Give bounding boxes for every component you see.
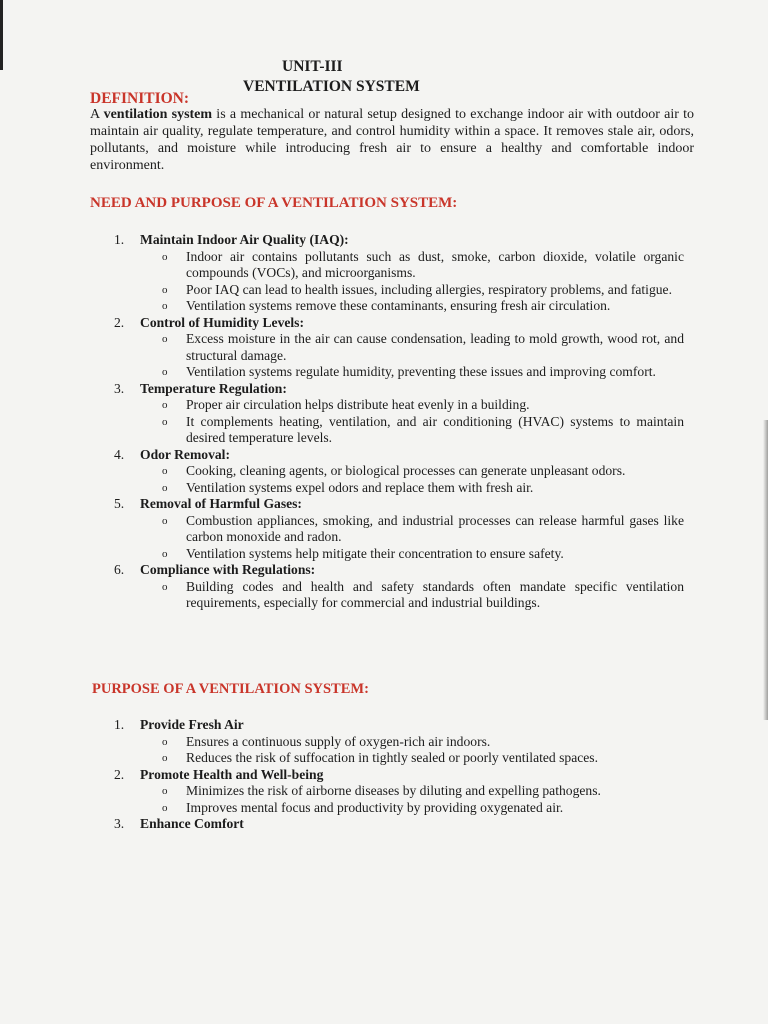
list-item-number: 5. [114, 496, 125, 511]
definition-paragraph [90, 106, 694, 174]
list-item [114, 816, 684, 833]
bullet-text: Ensures a continuous supply of oxygen-rich air indoors. [186, 733, 491, 749]
list-item-title-text: Odor Removal: [140, 446, 230, 462]
list-item-number: 2. [114, 314, 125, 330]
hollow-bullet-icon: o [162, 415, 168, 428]
bullet-text: Proper air circulation helps distribute heat evenly in a building. [186, 397, 530, 412]
list-item-title [114, 496, 684, 513]
scan-edge-left [0, 0, 3, 70]
bullet-point [114, 298, 684, 315]
list-item [114, 381, 684, 447]
list-item-title-text: Promote Health and Well-being [140, 766, 324, 782]
bullet-text: Ventilation systems expel odors and replace them with fresh air. [186, 479, 534, 495]
hollow-bullet-icon: o [162, 752, 168, 764]
hollow-bullet-icon: o [162, 250, 168, 263]
list-item-number: 2. [114, 766, 125, 782]
list-item-number: 1. [114, 717, 125, 732]
bullet-text: It complements heating, ventilation, and air conditioning (HVAC) systems to maintain desired temperature levels. [186, 413, 684, 445]
bullet-point [114, 364, 684, 381]
bullet-point [114, 750, 684, 767]
page-title: VENTILATION SYSTEM [243, 78, 420, 95]
list-item-title-text: Control of Humidity Levels: [140, 314, 305, 330]
hollow-bullet-icon: o [162, 465, 168, 477]
bullet-text: Reduces the risk of suffocation in tightly sealed or poorly ventilated spaces. [186, 750, 598, 765]
list-item-number: 4. [114, 446, 125, 462]
bullet-point [114, 546, 684, 563]
bullet-text: Excess moisture in the air can cause condensation, leading to mold growth, wood rot, and structural damage. [186, 331, 684, 363]
list-item-title-text: Compliance with Regulations: [140, 562, 316, 577]
bullet-point [114, 579, 684, 612]
bullet-text: Ventilation systems regulate humidity, preventing these issues and improving comfort. [186, 364, 656, 379]
need-section-heading: NEED AND PURPOSE OF A VENTILATION SYSTEM: [90, 195, 458, 211]
bullet-text: Poor IAQ can lead to health issues, including allergies, respiratory problems, and fatigue. [186, 281, 672, 297]
list-item [114, 767, 684, 817]
hollow-bullet-icon: o [162, 399, 168, 411]
list-item-title [114, 232, 684, 249]
unit-label: UNIT-III [282, 58, 343, 75]
bullet-point [114, 397, 684, 414]
bullet-text: Ventilation systems remove these contaminants, ensuring fresh air circulation. [186, 298, 611, 313]
bullet-text: Ventilation systems help mitigate their concentration to ensure safety. [186, 545, 564, 561]
list-item-number: 1. [114, 232, 125, 247]
bullet-point [114, 480, 684, 497]
hollow-bullet-icon: o [162, 514, 168, 527]
definition-text-after: is a mechanical or natural setup designed to exchange indoor air with outdoor air to maintain air quality, regulate temperature, and control humidity within a space. It removes stale air, odors, pollutants, and moisture while introducing fresh air to ensure a healthy and comfortable indoor environment. [90, 107, 695, 173]
hollow-bullet-icon: o [162, 735, 168, 748]
bullet-point [114, 463, 684, 480]
bullet-point [114, 249, 684, 282]
definition-heading: DEFINITION: [90, 90, 190, 107]
bullet-text: Improves mental focus and productivity by providing oxygenated air. [186, 799, 564, 815]
list-item-title-text: Temperature Regulation: [140, 380, 287, 396]
list-item-number: 6. [114, 562, 125, 577]
bullet-text: Cooking, cleaning agents, or biological processes can generate unpleasant odors. [186, 463, 626, 478]
bullet-point [114, 800, 684, 817]
bullet-point [114, 331, 684, 364]
list-item-title [114, 717, 684, 734]
list-item-title [114, 315, 684, 332]
hollow-bullet-icon: o [162, 801, 168, 814]
bullet-point [114, 734, 684, 751]
hollow-bullet-icon: o [162, 333, 168, 345]
list-item-number: 3. [114, 380, 125, 396]
bullet-text: Building codes and health and safety standards often mandate specific ventilation requirements, especially for commercial and industrial buildings. [186, 578, 684, 610]
hollow-bullet-icon: o [162, 366, 168, 378]
hollow-bullet-icon: o [162, 300, 168, 312]
list-item-title-text: Provide Fresh Air [140, 717, 244, 732]
hollow-bullet-icon: o [162, 547, 168, 560]
bullet-text: Indoor air contains pollutants such as dust, smoke, carbon dioxide, volatile organic compounds (VOCs), and microorganisms. [186, 248, 684, 280]
list-item [114, 562, 684, 612]
need-list [114, 232, 684, 612]
list-item-title [114, 767, 684, 784]
hollow-bullet-icon: o [162, 481, 168, 494]
scan-edge-right [763, 420, 768, 720]
list-item [114, 717, 684, 767]
hollow-bullet-icon: o [162, 785, 168, 797]
list-item [114, 315, 684, 381]
bullet-point [114, 513, 684, 546]
list-item [114, 447, 684, 497]
definition-term: ventilation system [103, 107, 213, 122]
list-item-title-text: Removal of Harmful Gases: [140, 496, 302, 511]
list-item-number: 3. [114, 816, 125, 831]
list-item-title-text: Maintain Indoor Air Quality (IAQ): [140, 232, 349, 247]
bullet-point [114, 783, 684, 800]
list-item-title [114, 816, 684, 833]
bullet-point [114, 414, 684, 447]
bullet-text: Combustion appliances, smoking, and industrial processes can release harmful gases like carbon monoxide and radon. [186, 512, 684, 544]
hollow-bullet-icon: o [162, 580, 168, 593]
list-item-title [114, 562, 684, 579]
list-item [114, 232, 684, 315]
purpose-section-heading: PURPOSE OF A VENTILATION SYSTEM: [92, 681, 369, 697]
list-item [114, 496, 684, 562]
list-item-title [114, 447, 684, 464]
bullet-text: Minimizes the risk of airborne diseases by diluting and expelling pathogens. [186, 783, 601, 798]
hollow-bullet-icon: o [162, 283, 168, 296]
definition-text-before: A [90, 107, 104, 122]
list-item-title [114, 381, 684, 398]
bullet-point [114, 282, 684, 299]
purpose-list [114, 717, 684, 833]
list-item-title-text: Enhance Comfort [140, 816, 244, 831]
